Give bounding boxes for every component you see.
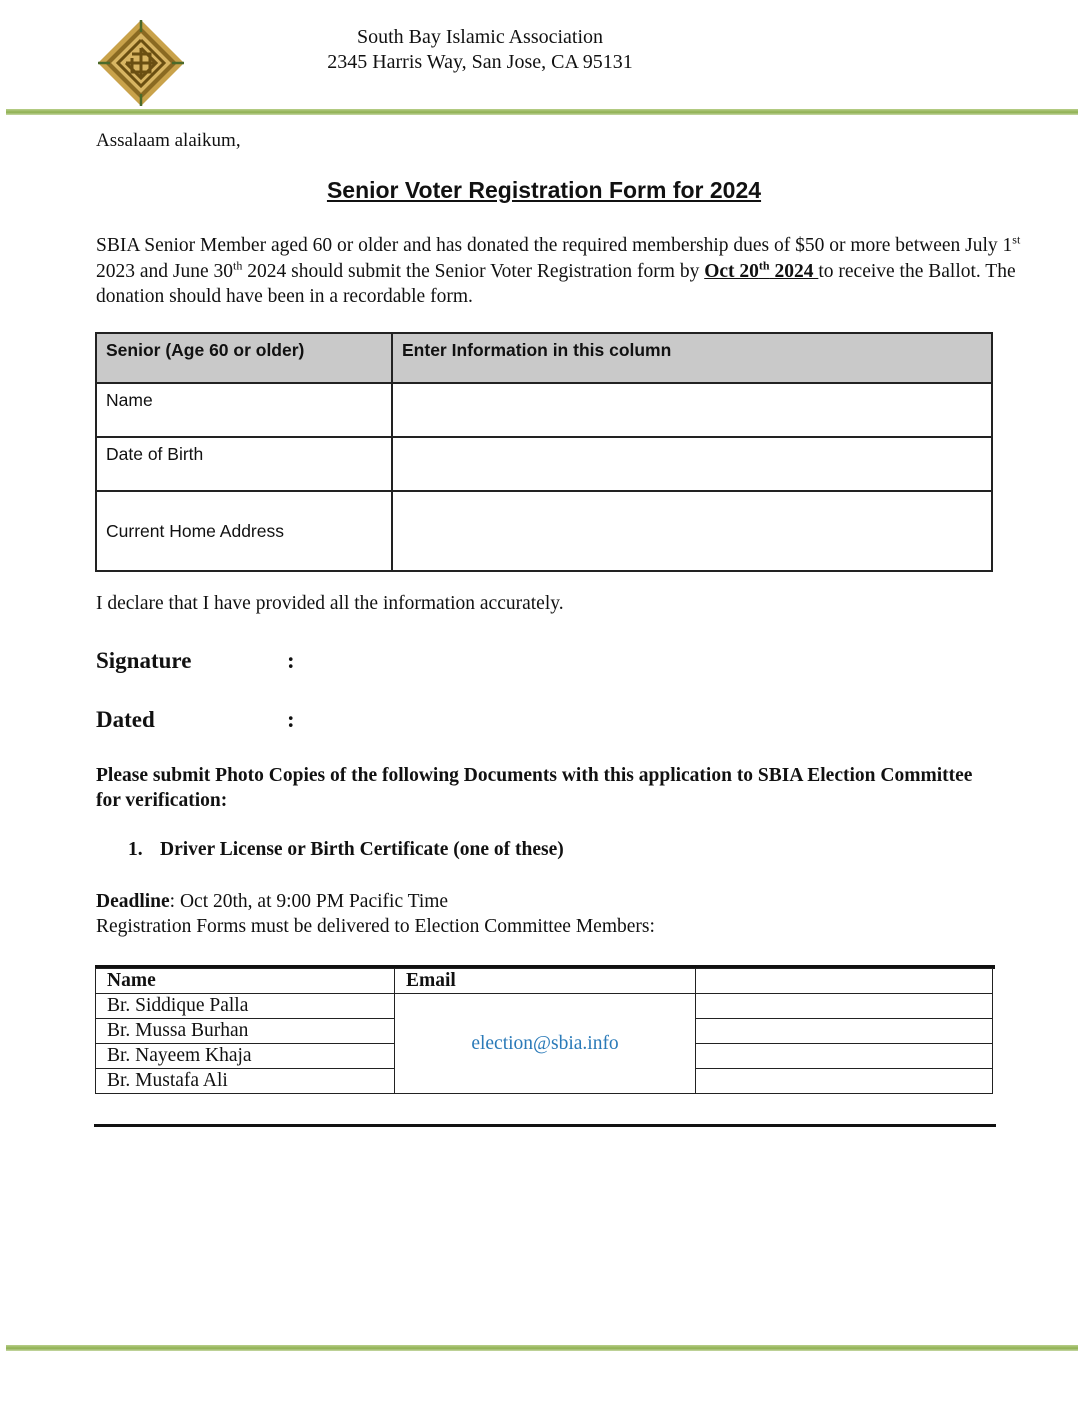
organization-header xyxy=(290,25,670,75)
senior-info-table xyxy=(95,332,993,572)
signature-label: Signature xyxy=(96,648,192,673)
org-name: South Bay Islamic Association xyxy=(356,26,604,48)
list-item-text: Driver License or Birth Certificate (one of these) xyxy=(160,839,564,860)
intro-deadline-b: 2024 xyxy=(769,260,819,282)
declaration-text: I declare that I have provided all the information accurately. xyxy=(96,593,564,614)
row-label-address: Current Home Address xyxy=(96,491,392,571)
bottom-rule xyxy=(94,1124,996,1127)
table-row xyxy=(96,491,992,571)
intro-text-1: SBIA Senior Member aged 60 or older and has donated the required membership dues of $50 or more between July 1 xyxy=(96,235,1013,256)
intro-paragraph xyxy=(96,233,1036,310)
signature-colon: : xyxy=(287,648,295,673)
footer-divider xyxy=(6,1345,1078,1351)
committee-header-blank xyxy=(696,969,993,994)
list-item-number: 1. xyxy=(128,839,143,860)
table-row xyxy=(96,994,993,1019)
intro-deadline-sup: th xyxy=(758,258,770,272)
org-address: 2345 Harris Way, San Jose, CA 95131 xyxy=(327,51,633,73)
row-label-dob: Date of Birth xyxy=(96,437,392,491)
member-name: Br. Mustafa Ali xyxy=(96,1069,395,1094)
table-row xyxy=(96,437,992,491)
intro-text-4: to receive the Ballot. The donation should have been in a recordable form. xyxy=(96,260,1016,307)
table-row xyxy=(96,383,992,437)
intro-deadline xyxy=(704,258,819,282)
blank-cell xyxy=(696,1019,993,1044)
info-header-left: Senior (Age 60 or older) xyxy=(96,333,392,383)
committee-email-link[interactable]: election@sbia.info xyxy=(471,1032,619,1054)
blank-cell xyxy=(696,994,993,1019)
blank-cell xyxy=(696,1069,993,1094)
blank-cell xyxy=(696,1044,993,1069)
intro-sup-1: st xyxy=(1012,232,1021,247)
member-name: Br. Nayeem Khaja xyxy=(96,1044,395,1069)
intro-text-3: 2024 should submit the Senior Voter Registration form by xyxy=(242,260,705,282)
intro-sup-2: th xyxy=(233,258,243,272)
address-entry-field[interactable] xyxy=(392,491,992,571)
committee-table xyxy=(95,968,993,1094)
info-table-header-row xyxy=(96,333,992,383)
delivery-note: Registration Forms must be delivered to Election Committee Members: xyxy=(96,916,655,937)
intro-text-2: 2023 and June 30 xyxy=(96,260,234,282)
deadline-text: : Oct 20th, at 9:00 PM Pacific Time xyxy=(169,891,449,912)
deadline-label: Deadline xyxy=(96,891,170,912)
committee-header-name: Name xyxy=(96,969,395,994)
dated-label: Dated xyxy=(96,707,155,732)
committee-email-cell xyxy=(395,994,696,1094)
row-label-name: Name xyxy=(96,383,392,437)
kufic-square-logo-icon xyxy=(96,18,186,108)
dated-colon: : xyxy=(287,707,295,732)
submit-instructions: Please submit Photo Copies of the following Documents with this application to SBIA Election Committee for verification: xyxy=(96,765,973,811)
greeting: Assalaam alaikum, xyxy=(96,130,241,151)
info-header-right: Enter Information in this column xyxy=(392,333,992,383)
list-item xyxy=(128,839,564,861)
page-title: Senior Voter Registration Form for 2024 xyxy=(326,177,762,203)
committee-header-email: Email xyxy=(395,969,696,994)
header-divider xyxy=(6,109,1078,115)
member-name: Br. Mussa Burhan xyxy=(96,1019,395,1044)
intro-deadline-a: Oct 20 xyxy=(704,260,759,282)
committee-header-row xyxy=(96,969,993,994)
dob-entry-field[interactable] xyxy=(392,437,992,491)
deadline-block xyxy=(96,889,655,939)
member-name: Br. Siddique Palla xyxy=(96,994,395,1019)
name-entry-field[interactable] xyxy=(392,383,992,437)
